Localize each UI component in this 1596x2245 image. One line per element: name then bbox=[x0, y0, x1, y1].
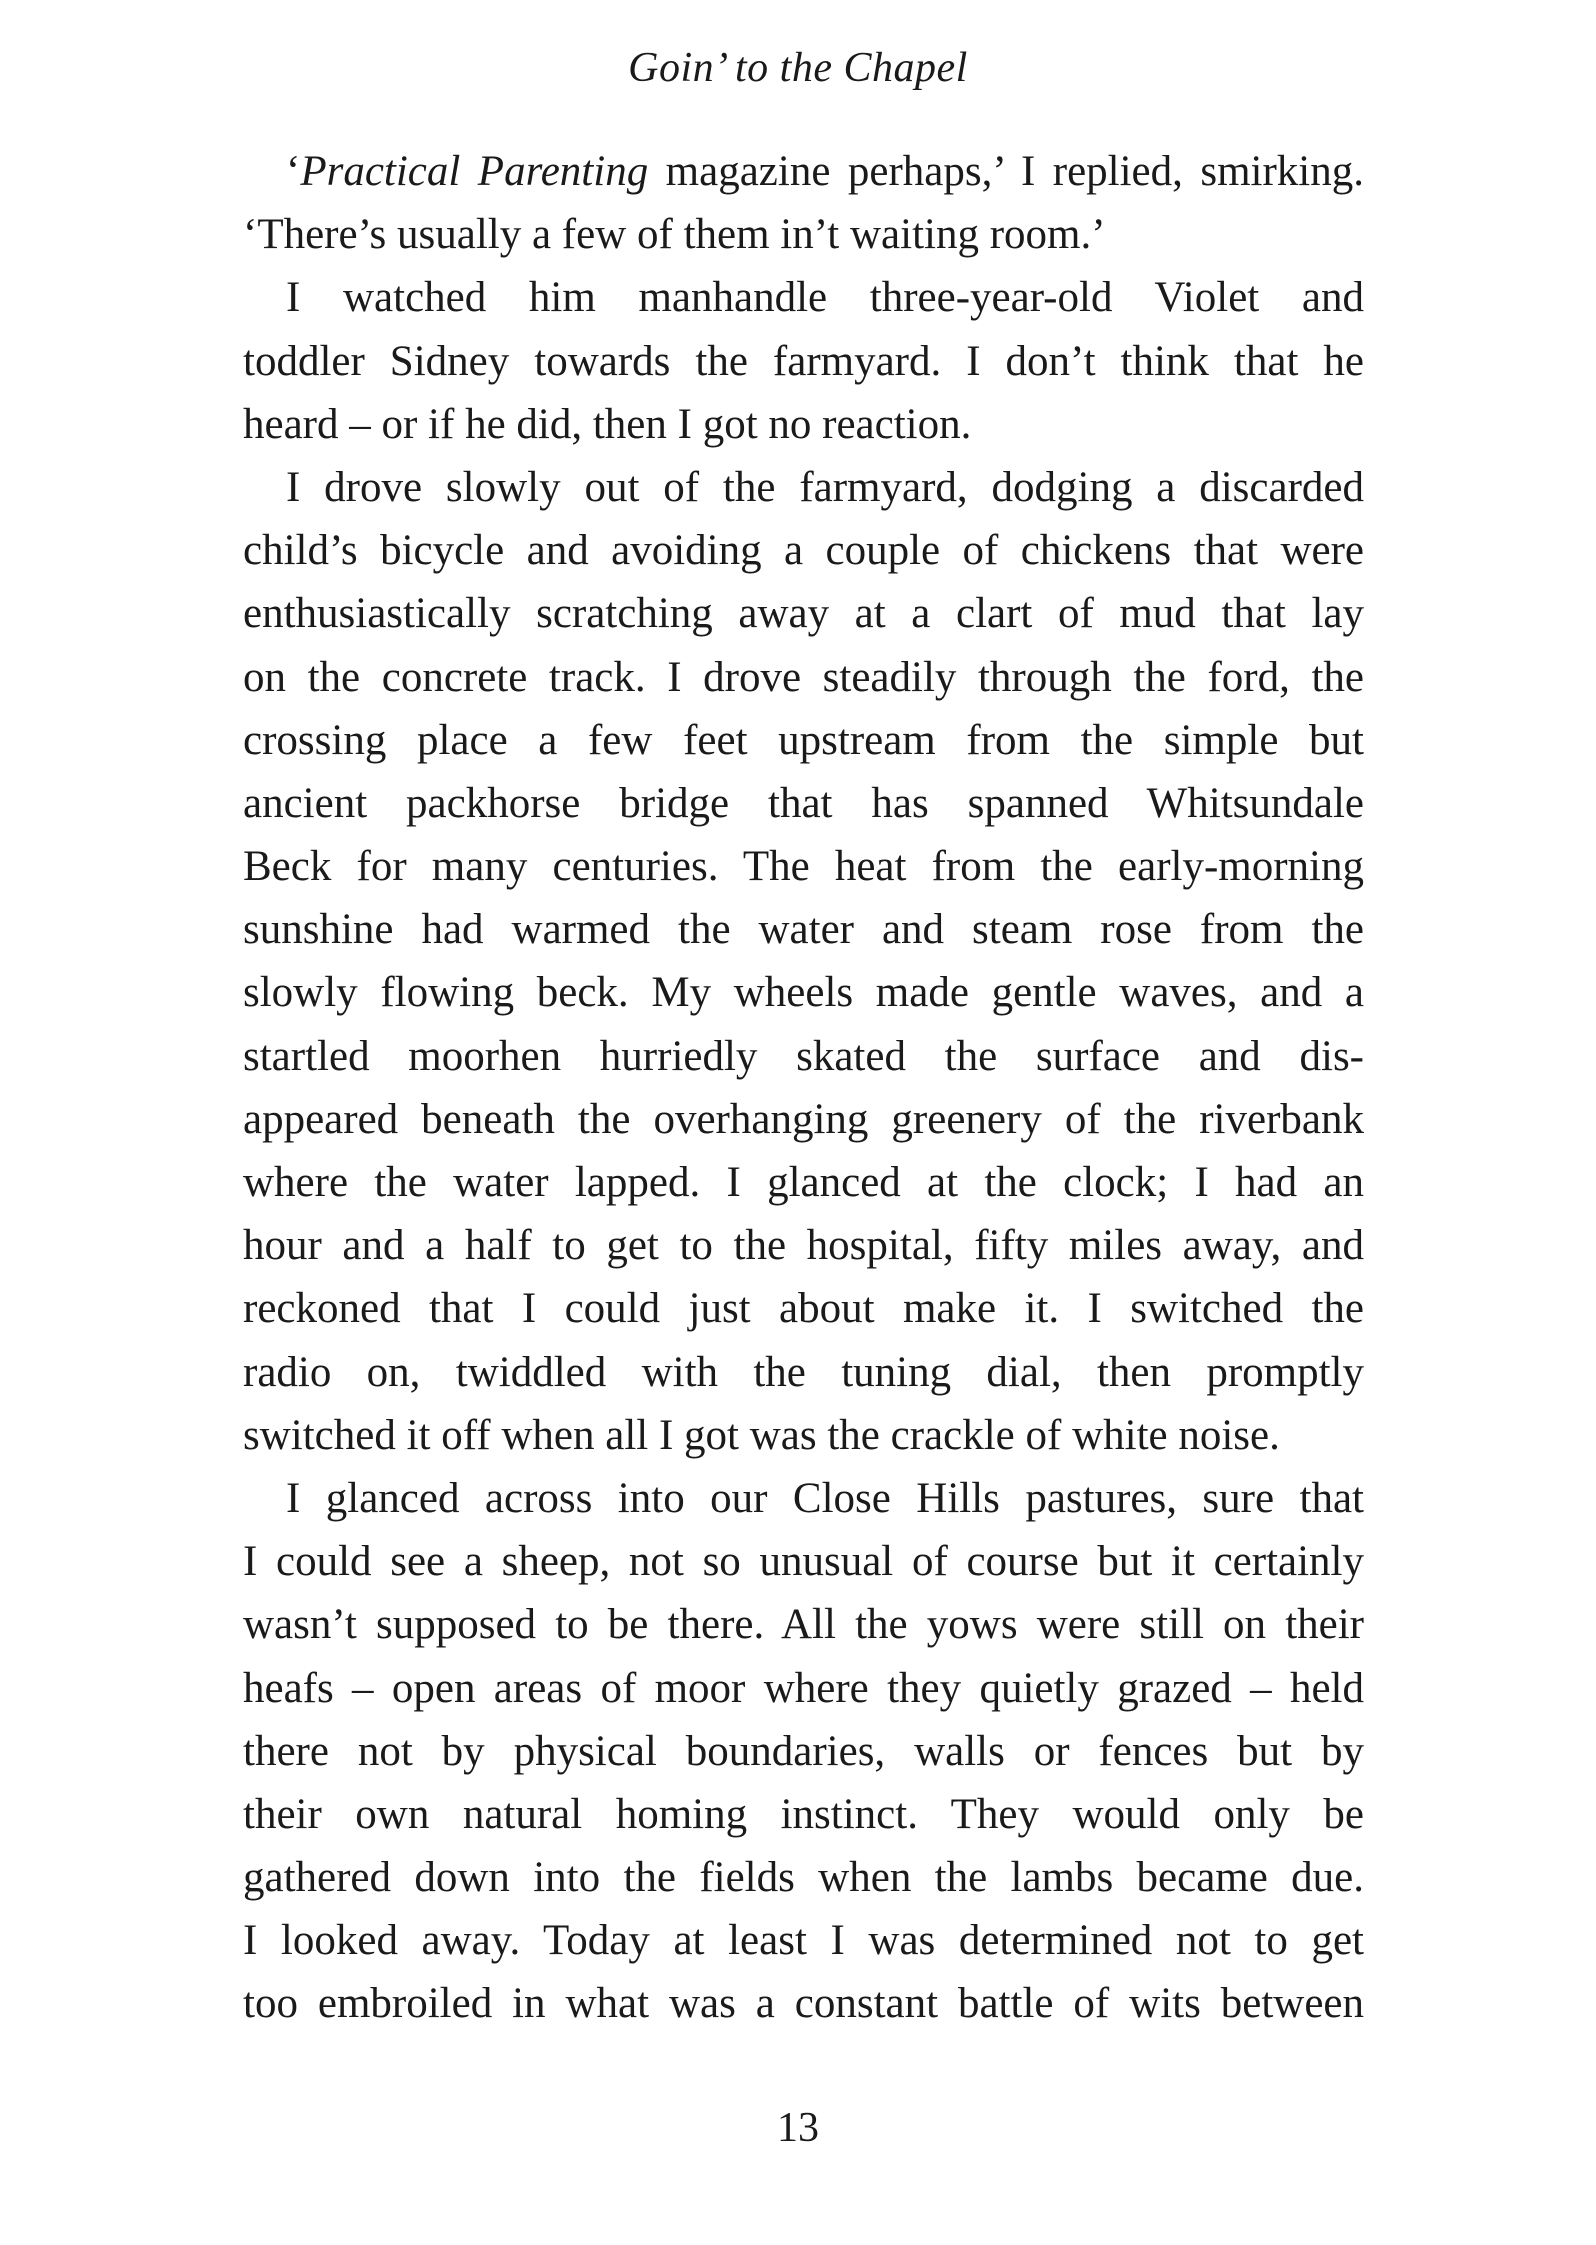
text-line: slowly flowing beck. My wheels made gentle waves, and a bbox=[243, 969, 1364, 1017]
text-line: radio on, twiddled with the tuning dial, then promptly bbox=[243, 1348, 1364, 1396]
text-line: sunshine had warmed the water and steam rose from the bbox=[243, 906, 1364, 954]
text-line: their own natural homing instinct. They would only be bbox=[243, 1790, 1364, 1838]
text-line bbox=[243, 140, 1364, 203]
magazine-title: Practical Parenting bbox=[300, 148, 649, 195]
text-line: I drove slowly out of the farmyard, dodging a discarded bbox=[286, 463, 1364, 511]
text-line: I watched him manhandle three-year-old Violet and bbox=[286, 274, 1364, 322]
text-line: I could see a sheep, not so unusual of course but it certainly bbox=[243, 1538, 1364, 1586]
text-line: ancient packhorse bridge that has spanned Whitsundale bbox=[243, 779, 1364, 827]
text-line: there not by physical boundaries, walls or fences but by bbox=[243, 1727, 1364, 1775]
body-text bbox=[243, 140, 1364, 2036]
text-line: child’s bicycle and avoiding a couple of chickens that were bbox=[243, 527, 1364, 575]
text-line: heafs – open areas of moor where they quietly grazed – held bbox=[243, 1664, 1364, 1712]
text-line: gathered down into the fields when the lambs became due. bbox=[243, 1854, 1364, 1902]
text-line: toddler Sidney towards the farmyard. I don’t think that he bbox=[243, 337, 1364, 385]
text-line: ‘There’s usually a few of them in’t waiting room.’ bbox=[243, 211, 1106, 259]
page-number: 13 bbox=[777, 2105, 819, 2151]
text-line: switched it off when all I got was the crackle of white noise. bbox=[243, 1411, 1280, 1459]
text-line: I looked away. Today at least I was determined not to get bbox=[243, 1917, 1364, 1965]
text-line: wasn’t supposed to be there. All the yows were still on their bbox=[243, 1601, 1364, 1649]
text-line: crossing place a few feet upstream from the simple but bbox=[243, 716, 1364, 764]
text-line: startled moorhen hurriedly skated the surface and dis- bbox=[243, 1032, 1364, 1080]
quote-mark: ‘ bbox=[286, 148, 301, 195]
text-line: reckoned that I could just about make it. I switched the bbox=[243, 1285, 1364, 1333]
running-head: Goin’ to the Chapel bbox=[628, 45, 968, 91]
text-line: where the water lapped. I glanced at the clock; I had an bbox=[243, 1159, 1364, 1206]
text-line: heard – or if he did, then I got no reaction. bbox=[243, 400, 972, 448]
text-line: hour and a half to get to the hospital, fifty miles away, and bbox=[243, 1222, 1364, 1270]
text-line: I glanced across into our Close Hills pastures, sure that bbox=[286, 1474, 1364, 1522]
text-line: appeared beneath the overhanging greenery of the riverbank bbox=[243, 1095, 1364, 1143]
text-line: too embroiled in what was a constant battle of wits between bbox=[243, 1980, 1364, 2028]
text-line: on the concrete track. I drove steadily through the ford, the bbox=[243, 653, 1364, 701]
text-line: Beck for many centuries. The heat from the early-morning bbox=[243, 843, 1364, 891]
text-run: magazine perhaps,’ I replied, smirking. bbox=[648, 148, 1364, 195]
text-line: enthusiastically scratching away at a clart of mud that lay bbox=[243, 590, 1364, 638]
